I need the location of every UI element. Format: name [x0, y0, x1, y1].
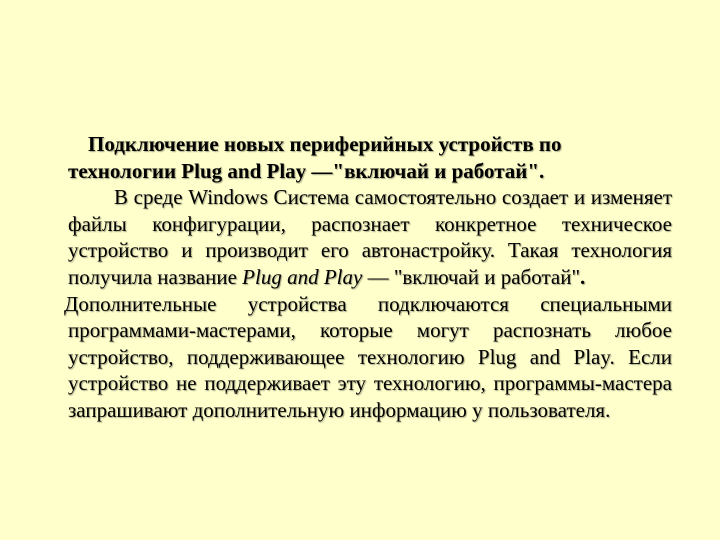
paragraph-plug-and-play-definition [68, 184, 672, 290]
paragraph-wizard-programs [64, 291, 672, 424]
slide-heading [68, 131, 672, 184]
paragraph1-period: . [580, 264, 586, 289]
heading-period: . [539, 158, 545, 183]
paragraph1-italic-term: Plug and Play [242, 264, 363, 289]
heading-text: Подключение новых периферийных устройств по технологии Plug and Play —"включай и работай" [68, 132, 562, 183]
paragraph1-text-end: — "включай и работай" [362, 264, 581, 289]
slide-text-block [64, 131, 672, 424]
paragraph2-text: Дополнительные устройства подключаются специальными программами-мастерами, которые могут распознать любое устройство, поддерживающее технологию Plug and Play. Если устройство не поддерживает эту технологию, программы-мастера запрашивают дополнительную информацию у пользователя. [64, 291, 672, 422]
paragraph1-text-start: В среде Windows Система самостоятельно создает и изменяет файлы конфигурации, распознает конкретное техническое устройство и производит его автонастройку. Такая технология получила название [68, 185, 672, 289]
